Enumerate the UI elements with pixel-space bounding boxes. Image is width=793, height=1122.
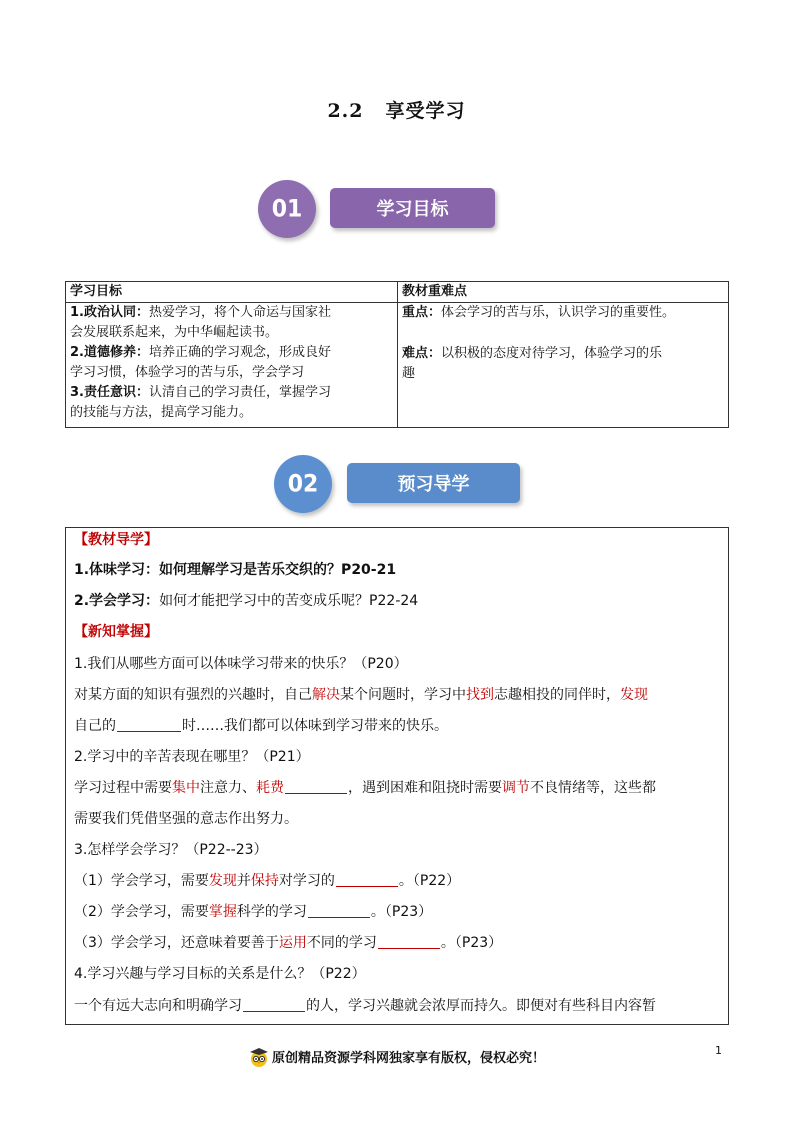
answer-2-line-1: 学习过程中需要集中注意力、耗费 ，遇到困难和阻挠时需要调节不良情绪等，这些都: [74, 780, 656, 796]
answer-3-3: （3）学会学习，还意味着要善于运用不同的学习 。（P23）: [74, 935, 503, 951]
answer-3-2: （2）学会学习，需要掌握科学的学习 。（P23）: [74, 904, 433, 920]
question-2: 2.学习中的辛苦表现在哪里？（P21）: [74, 749, 310, 765]
preview-guide-box: [65, 527, 729, 1025]
badge-label-goals: 学习目标: [330, 188, 495, 228]
answer-2-line-2: 需要我们凭借坚强的意志作出努力。: [74, 811, 298, 827]
goals-table: [65, 281, 729, 428]
fill-blank[interactable]: [117, 717, 181, 732]
fill-blank[interactable]: [243, 997, 305, 1012]
copyright-footer: [0, 1046, 793, 1068]
answer-3-1: （1）学会学习，需要发现并保持对学习的 。（P22）: [74, 873, 461, 889]
title-text: 享受学习: [385, 100, 466, 122]
badge-number-preview: 02: [274, 455, 332, 513]
guide-item-1: 1.体味学习：如何理解学习是苦乐交织的？P20-21: [74, 562, 397, 578]
page-number: 1: [715, 1044, 722, 1057]
section-new-knowledge: 【新知掌握】: [74, 624, 158, 640]
fill-blank[interactable]: [308, 903, 370, 918]
badge-label-preview: 预习导学: [347, 463, 520, 503]
fill-blank[interactable]: [378, 934, 440, 949]
question-4: 4.学习兴趣与学习目标的关系是什么？（P22）: [74, 966, 366, 982]
section-textbook-guide: 【教材导学】: [74, 532, 158, 548]
badge-number-goals: 01: [258, 180, 316, 238]
answer-1-line-2: 自己的 时……我们都可以体味到学习带来的快乐。: [74, 718, 448, 734]
footer-text: 原创精品资源学科网独家享有版权，侵权必究！: [271, 1051, 545, 1066]
key-points-header: 教材重难点: [398, 282, 729, 303]
guide-item-2: 2.学会学习：如何才能把学习中的苦变成乐呢？P22-24: [74, 593, 419, 609]
goals-cell: 1.政治认同：热爱学习，将个人命运与国家社 会发展联系起来，为中华崛起读书。 2.道德修养：培养正确的学习观念，形成良好 学习习惯，体验学习的苦与乐，学会学习 3.责任意识：认清自己的学习责任，掌握学习 的技能与方法，提高学习能力。: [66, 303, 398, 428]
question-1: 1.我们从哪些方面可以体味学习带来的快乐？（P20）: [74, 656, 408, 672]
question-3: 3.怎样学会学习？（P22--23）: [74, 842, 268, 858]
page-title: [0, 96, 793, 123]
title-number: 2.2: [327, 100, 364, 122]
answer-4-line-1: 一个有远大志向和明确学习 的人，学习兴趣就会浓厚而持久。即便对有些科目内容暂: [74, 998, 656, 1014]
owl-logo-icon: [248, 1046, 270, 1068]
goals-header: 学习目标: [66, 282, 398, 303]
key-points-cell: 重点：体会学习的苦与乐，认识学习的重要性。 难点：以积极的态度对待学习，体验学习的乐 趣: [398, 303, 729, 428]
fill-blank[interactable]: [285, 779, 347, 794]
fill-blank[interactable]: [336, 872, 398, 887]
answer-1-line-1: 对某方面的知识有强烈的兴趣时，自己解决某个问题时，学习中找到志趣相投的同伴时，发现: [74, 687, 648, 703]
